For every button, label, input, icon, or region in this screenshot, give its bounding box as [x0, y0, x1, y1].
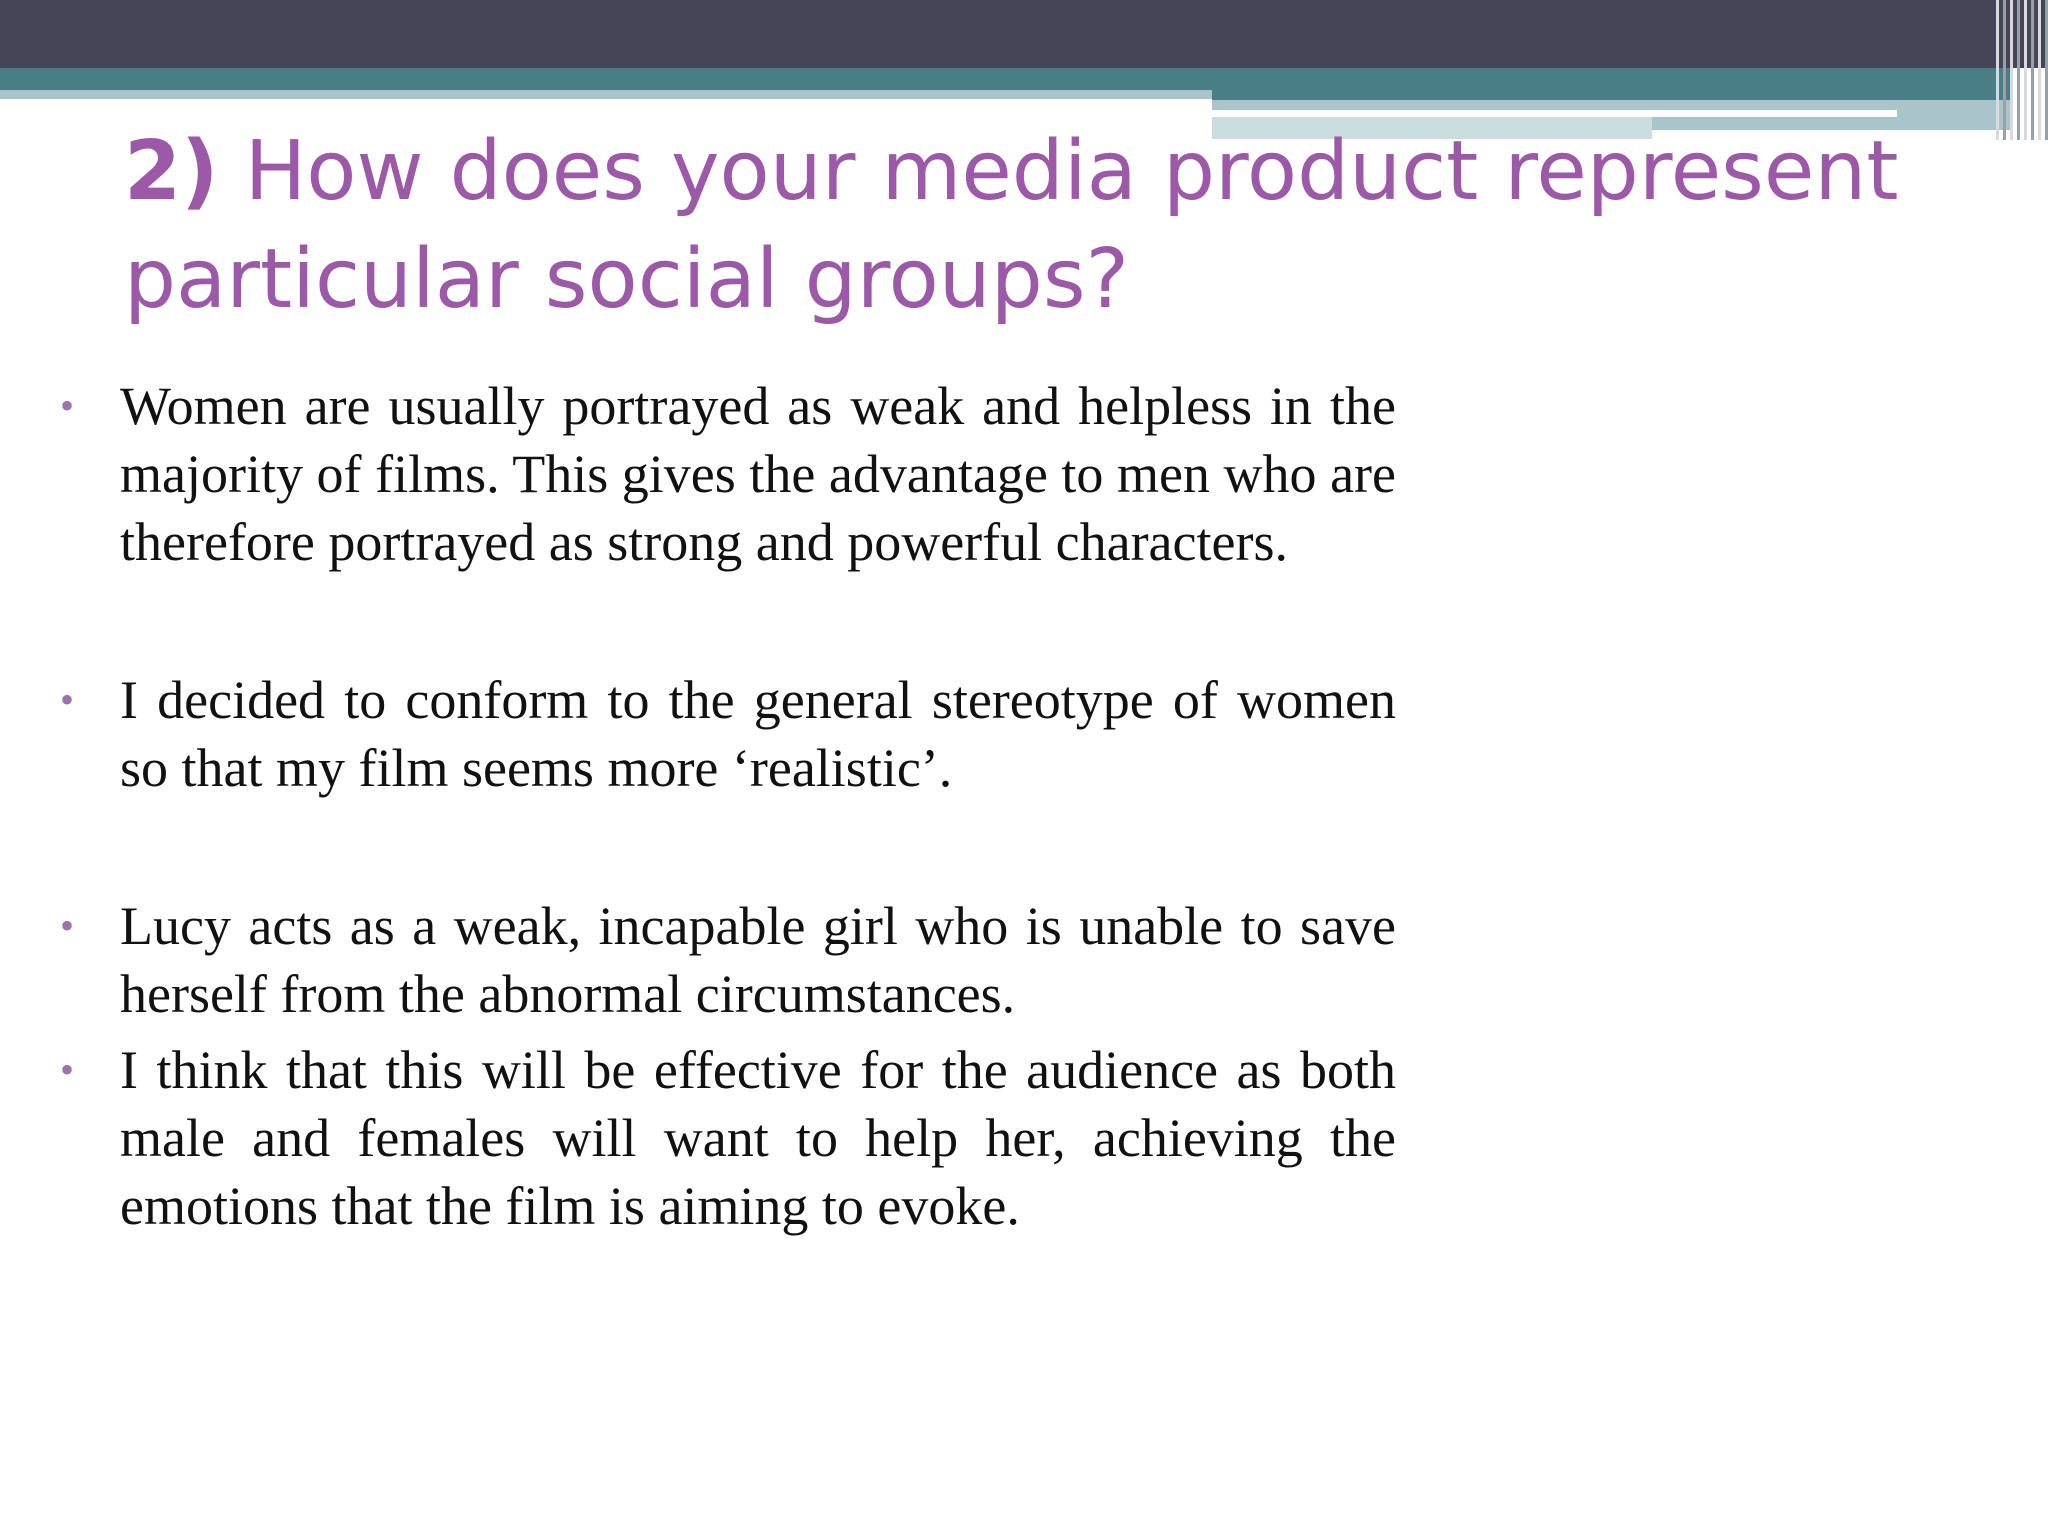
- header-band-teal: [0, 68, 2010, 90]
- bullet-item: [60, 666, 1396, 802]
- bullet-item: [60, 372, 1396, 576]
- bullet-item: [60, 892, 1396, 1028]
- slide-title: [124, 118, 1984, 334]
- bullet-text: I think that this will be effective for the audience as both male and females will want to help her, achieving the emotions that the film is aiming to evoke.: [120, 1040, 1396, 1236]
- header-band-light: [0, 90, 1212, 99]
- bullet-icon: •: [60, 903, 75, 948]
- bullet-icon: •: [60, 1047, 75, 1092]
- header-band-dark: [0, 0, 2048, 68]
- bullet-icon: •: [60, 677, 75, 722]
- header-accent-teal: [1212, 90, 2010, 100]
- bullet-text: Women are usually portrayed as weak and helpless in the majority of films. This gives the advantage to men who are therefore portrayed as strong and powerful characters.: [120, 376, 1396, 572]
- bullet-icon: •: [60, 383, 75, 428]
- bullet-text: Lucy acts as a weak, incapable girl who is unable to save herself from the abnormal circumstances.: [120, 896, 1396, 1024]
- bullet-list: [60, 372, 1396, 1240]
- header-accent-line: [1212, 110, 1897, 117]
- bullet-item: [60, 1036, 1396, 1240]
- bullet-text: I decided to conform to the general stereotype of women so that my film seems more ‘realistic’.: [120, 670, 1396, 798]
- slide-title-text: How does your media product represent particular social groups?: [124, 124, 1899, 327]
- edge-stripes: [1996, 0, 2048, 140]
- slide-title-number: 2): [124, 124, 219, 219]
